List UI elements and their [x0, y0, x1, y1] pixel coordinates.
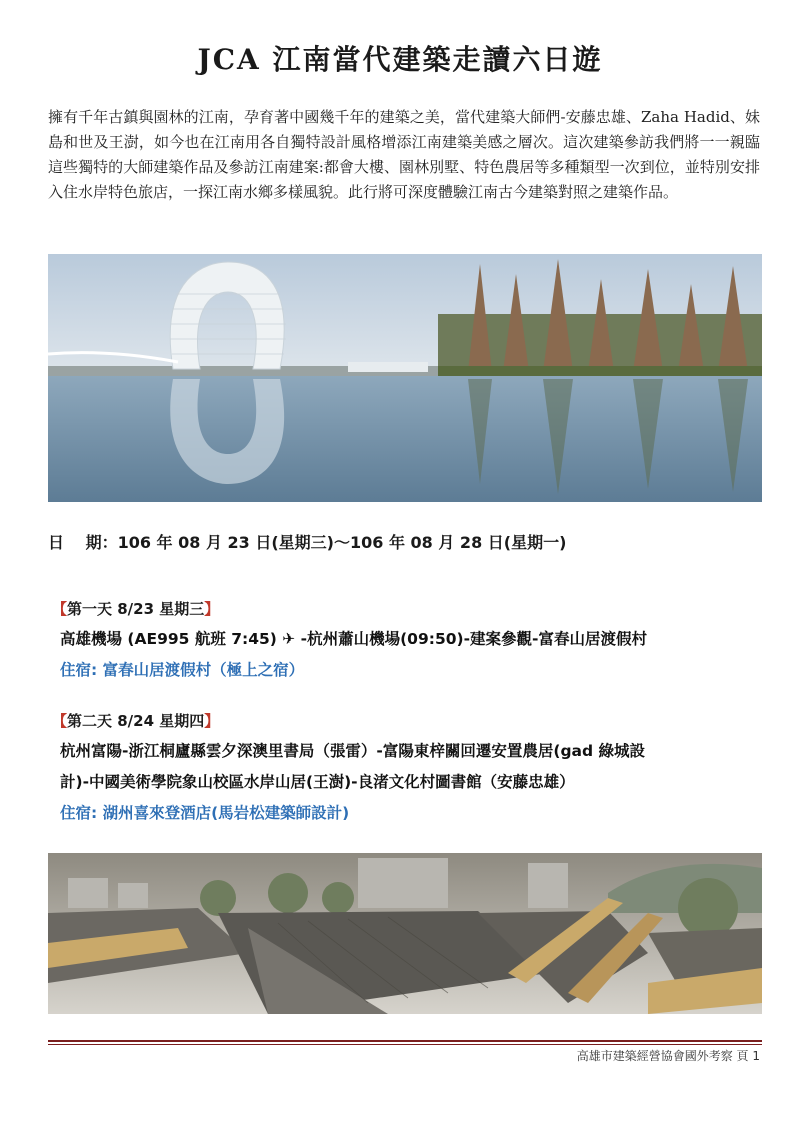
bracket-open: 【: [52, 712, 68, 730]
day2-lodging: 住宿: 湖州喜來登酒店(馬岩松建築師設計): [60, 804, 350, 822]
page-footer: 高雄市建築經營協會國外考察 頁 1: [576, 1049, 760, 1063]
page-title: JCA 江南當代建築走讀六日遊: [197, 43, 603, 76]
day1-title: [52, 598, 762, 624]
dates-value: 106 年 08 月 23 日(星期三)～106 年 08 月 28 日(星期一): [117, 533, 567, 552]
rooftops-photo: [48, 853, 762, 1014]
trip-dates: [48, 530, 566, 553]
airplane-icon: ✈: [282, 630, 296, 648]
day1-route: [52, 624, 762, 655]
bracket-close: 】: [204, 600, 220, 618]
day1-section: [52, 598, 762, 685]
bracket-close: 】: [204, 712, 220, 730]
footer-rule-thin: [48, 1044, 762, 1045]
day2-section: [52, 710, 762, 828]
day1-lodging: 住宿: 富春山居渡假村（極上之宿）: [60, 661, 305, 679]
hotel-lake-photo: [48, 254, 762, 502]
day1-route-part1: 高雄機場 (AE995 航班 7:45): [60, 630, 277, 648]
day2-route-line1: 杭州富陽-浙江桐廬縣雲夕深澳里書局（張雷）-富陽東梓關回遷安置農居(gad 綠城設: [60, 742, 645, 760]
intro-paragraph: 擁有千年古鎮與園林的江南，孕育著中國幾千年的建築之美，當代建築大師們-安藤忠雄、Zaha Hadid、妹島和世及王澍，如今也在江南用各自獨特設計風格增添江南建築美感之層次。這次建築參訪我們將一一親臨這些獨特的大師建築作品及參訪江南建案:都會大樓、園林別墅、特色農居等多種類型一次到位，並特別安排入住水岸特色旅店，一探江南水鄉多樣風貌。此行將可深度體驗江南古今建築對照之建築作品。: [48, 108, 760, 201]
day1-route-part2: -杭州蕭山機場(09:50)-建案參觀-富春山居渡假村: [295, 630, 647, 648]
footer-rule: [48, 1040, 762, 1042]
day2-title: [52, 710, 762, 736]
day1-heading: 第一天 8/23 星期三: [67, 600, 205, 618]
bracket-open: 【: [52, 600, 68, 618]
day2-heading: 第二天 8/24 星期四: [67, 712, 205, 730]
day2-route-line2: 計)-中國美術學院象山校區水岸山居(王澍)-良渚文化村圖書館（安藤忠雄）: [60, 773, 575, 791]
dates-label: 日 期：: [48, 533, 118, 552]
